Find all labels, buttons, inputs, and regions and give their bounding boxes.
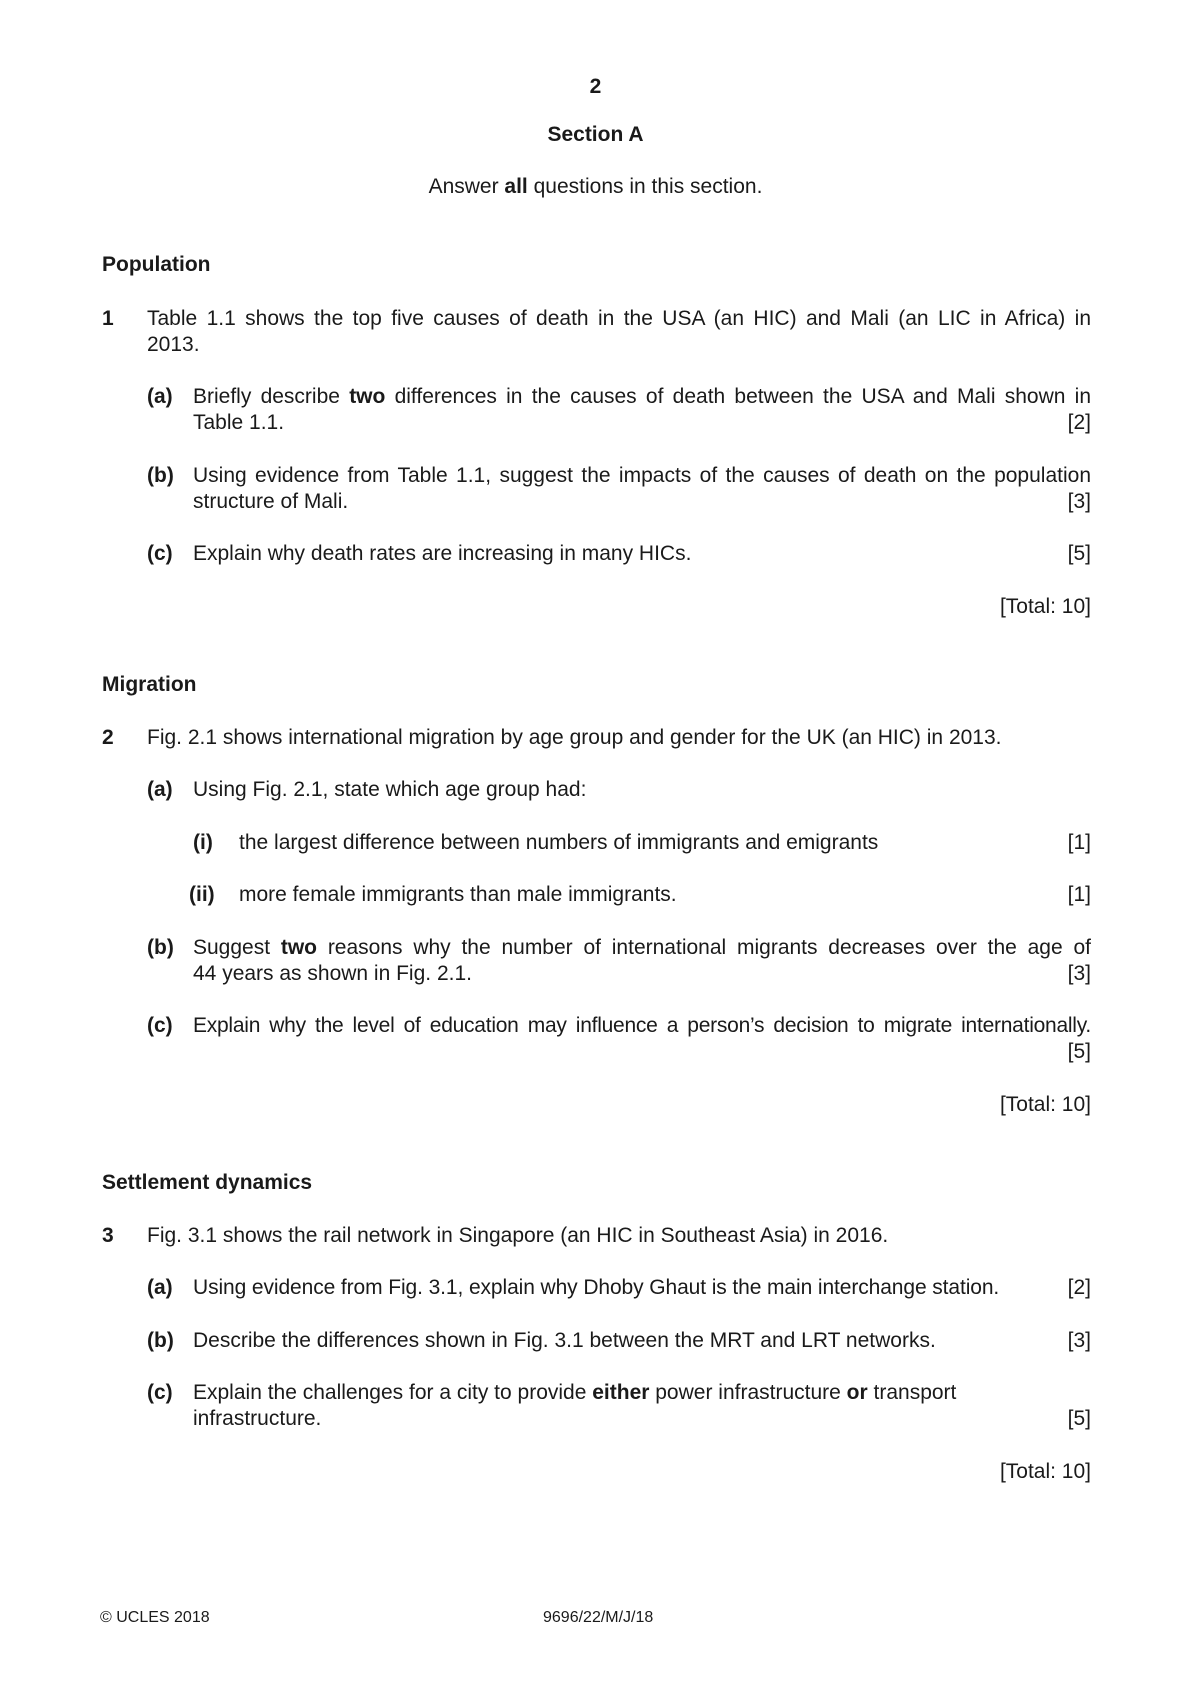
heading-settlement-dynamics: Settlement dynamics [102, 1171, 313, 1194]
question-3-total: [Total: 10] [999, 1460, 1091, 1483]
question-1a-line2: Table 1.1. [193, 411, 285, 434]
question-3c-line1: Explain the challenges for a city to provide either power infrastructure or transport [193, 1381, 957, 1404]
question-3a-label: (a) [147, 1276, 173, 1299]
question-2b-label: (b) [147, 936, 174, 959]
question-1b-line2: structure of Mali. [193, 490, 349, 513]
footer-paper-code: 9696/22/M/J/18 [543, 1609, 654, 1626]
section-instruction: Answer all questions in this section. [428, 175, 763, 198]
question-2-total: [Total: 10] [999, 1093, 1091, 1116]
question-1b-mark: [3] [1067, 490, 1091, 513]
question-2c-mark: [5] [1067, 1040, 1091, 1063]
question-1c-label: (c) [147, 542, 173, 565]
question-2aii-text: more female immigrants than male immigrants. [239, 883, 677, 906]
section-title: Section A [547, 123, 644, 146]
question-1c-text: Explain why death rates are increasing in many HICs. [193, 542, 692, 565]
footer-copyright: © UCLES 2018 [100, 1609, 210, 1626]
question-2b-line2: 44 years as shown in Fig. 2.1. [193, 962, 472, 985]
question-3a-text: Using evidence from Fig. 3.1, explain why Dhoby Ghaut is the main interchange station. [193, 1276, 1000, 1299]
question-2b-line1: Suggest two reasons why the number of international migrants decreases over the age of [193, 936, 1091, 959]
question-3b-mark: [3] [1067, 1329, 1091, 1352]
question-2ai-text: the largest difference between numbers of immigrants and emigrants [239, 831, 879, 854]
question-3b-text: Describe the differences shown in Fig. 3.1 between the MRT and LRT networks. [193, 1329, 936, 1352]
question-2-stem: Fig. 2.1 shows international migration by age group and gender for the UK (an HIC) in 2013. [147, 726, 1002, 749]
question-1-stem-line2: 2013. [147, 333, 200, 356]
question-number-1: 1 [102, 307, 114, 330]
question-3c-mark: [5] [1067, 1407, 1091, 1430]
question-2a-text: Using Fig. 2.1, state which age group had: [193, 778, 587, 801]
heading-population: Population [102, 253, 211, 276]
question-2c-text: Explain why the level of education may influence a person’s decision to migrate internationally. [193, 1014, 1091, 1037]
question-1b-label: (b) [147, 464, 174, 487]
question-2aii-mark: [1] [1067, 883, 1091, 906]
question-3-stem: Fig. 3.1 shows the rail network in Singapore (an HIC in Southeast Asia) in 2016. [147, 1224, 889, 1247]
question-2aii-label: (ii) [189, 883, 215, 906]
page-number: 2 [589, 75, 602, 98]
question-1a-mark: [2] [1067, 411, 1091, 434]
question-1c-mark: [5] [1067, 542, 1091, 565]
question-2ai-label: (i) [193, 831, 213, 854]
question-3a-mark: [2] [1067, 1276, 1091, 1299]
question-3c-line2: infrastructure. [193, 1407, 322, 1430]
question-2b-mark: [3] [1067, 962, 1091, 985]
question-2a-label: (a) [147, 778, 173, 801]
question-number-2: 2 [102, 726, 114, 749]
question-number-3: 3 [102, 1224, 114, 1247]
question-1b-line1: Using evidence from Table 1.1, suggest the impacts of the causes of death on the population [193, 464, 1091, 487]
question-2ai-mark: [1] [1067, 831, 1091, 854]
question-3b-label: (b) [147, 1329, 174, 1352]
question-2c-label: (c) [147, 1014, 173, 1037]
question-1-stem-line1: Table 1.1 shows the top five causes of death in the USA (an HIC) and Mali (an LIC in Africa) in [147, 307, 1091, 330]
question-1a-line1: Briefly describe two differences in the causes of death between the USA and Mali shown in [193, 385, 1092, 408]
question-3c-label: (c) [147, 1381, 173, 1404]
question-1-total: [Total: 10] [999, 595, 1091, 618]
heading-migration: Migration [102, 673, 197, 696]
question-1a-label: (a) [147, 385, 173, 408]
